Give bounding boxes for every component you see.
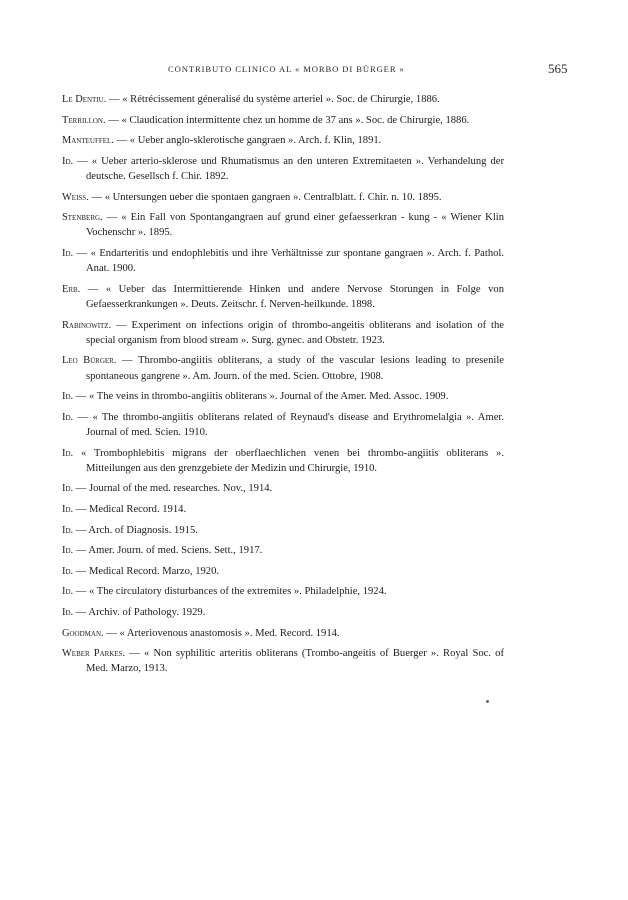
reference-author: Id. [62,155,74,167]
reference-entry [62,605,504,620]
reference-entry [62,210,504,240]
reference-entry [62,502,504,517]
reference-entry [62,133,504,148]
reference-author: Weber Parkes. [62,648,126,660]
reference-author: Id. [62,545,74,557]
reference-author: Goodman. [62,627,104,639]
reference-entry [62,353,504,383]
reference-entry [62,113,504,128]
reference-entry [62,318,504,348]
reference-author: Id. [62,565,74,577]
reference-text: « Trombophlebitis migrans der oberflaechlichen venen bei thrombo-angiitis obliterans ». Mitteilungen aus den grenzgebiete der Medizin und Chirurgie, 1910. [73,447,504,474]
reference-author: Terrillon. [62,114,106,126]
reference-entry [62,282,504,312]
reference-text: — Archiv. of Pathology. 1929. [73,606,206,618]
reference-author: Erb. [62,283,81,295]
reference-list [62,92,504,682]
reference-text: — Experiment on infections origin of thrombo-angeitis obliterans and isolation of the special organism from blood stream ». Surg. gynec. and Obstetr. 1923. [86,319,504,346]
reference-entry [62,523,504,538]
reference-entry [62,543,504,558]
reference-entry [62,190,504,205]
reference-text: — Medical Record. Marzo, 1920. [73,565,220,577]
reference-text: — « Endarteritis und endophlebitis und ihre Verhältnisse zur spontane gangraen ». Arch. f. Pathol. Anat. 1900. [73,247,504,275]
reference-author: Id. [62,447,74,459]
page-header [0,62,628,82]
reference-text: — « Untersungen ueber die spontaen gangraen ». Centralblatt. f. Chir. n. 10. 1895. [88,191,442,203]
reference-text: — Amer. Journ. of med. Sciens. Sett., 1917. [73,545,263,557]
reference-author: Stenberg. [62,212,103,224]
reference-entry [62,92,504,107]
reference-text: — « Non syphilitic arteritis obliterans (Trombo-angeitis of Buerger ». Royal Soc. of Med. Marzo, 1913. [86,648,504,675]
reference-author: Manteuffel. [62,135,114,147]
reference-text: — « The thrombo-angiitis obliterans related of Reynaud's disease and Erythromelalgia ». Amer. Journal of med. Scien. 1910. [73,411,504,438]
reference-text: — « Ueber das Intermittierende Hinken und andere Nervose Storungen in Folge von Gefaesserkrankungen ». Deuts. Zeitschr. f. Nerven-heilkunde. 1898. [80,283,504,310]
reference-entry [62,626,504,641]
reference-text: — « Rétrécissement géneralisé du système arteriel ». Soc. de Chirurgie, 1886. [106,94,440,105]
reference-author: Id. [62,586,74,598]
reference-author: Id. [62,391,74,403]
reference-author: Leo Bürger. [62,355,117,367]
reference-text: — « Ueber anglo-sklerotische gangraen ». Arch. f. Klin, 1891. [113,135,382,147]
running-title: CONTRIBUTO CLINICO AL « MORBO DI BÜRGER » [168,64,405,74]
reference-text: — « Arteriovenous anastomosis ». Med. Record. 1914. [103,627,340,639]
reference-text: — « The veins in thrombo-angiitis obliterans ». Journal of the Amer. Med. Assoc. 1909. [73,391,449,403]
reference-text: — Medical Record. 1914. [73,503,187,515]
reference-entry [62,410,504,440]
reference-text: — « Ueber arterio-sklerose und Rhumatismus an den unteren Extremitaeten ». Verhandelung der deutsche. Gesellsch f. Chir. 1892. [73,155,504,182]
reference-entry [62,154,504,184]
reference-text: — « Claudication intermittente chez un homme de 37 ans ». Soc. de Chirurgie, 1886. [105,114,470,126]
reference-entry [62,446,504,476]
reference-text: — Thrombo-angiitis obliterans, a study of the vascular lesions leading to presenile spontaneous gangrene ». Am. Journ. of the med. Scien. Ottobre, 1908. [86,355,505,382]
ink-dot [486,700,489,703]
reference-entry [62,246,504,276]
reference-author: Le Dentiu. [62,94,107,105]
reference-author: Rabinowitz. [62,319,112,331]
page-number: 565 [548,61,568,76]
reference-author: Id. [62,503,74,515]
reference-entry [62,389,504,404]
reference-author: Weiss. [62,191,89,203]
reference-text: — Arch. of Diagnosis. 1915. [73,524,198,536]
reference-text: — « The circulatory disturbances of the extremites ». Philadelphie, 1924. [73,586,387,598]
reference-text: — « Ein Fall von Spontangangraen auf grund einer gefaesserkran - kung - « Wiener Klin Vochenschr ». 1895. [86,212,504,239]
reference-text: — Journal of the med. researches. Nov., 1914. [73,483,273,495]
reference-entry [62,646,504,676]
reference-author: Id. [62,524,74,536]
reference-entry [62,481,504,496]
reference-entry [62,564,504,579]
reference-author: Id. [62,411,74,423]
reference-author: Id. [62,483,74,495]
reference-author: Id. [62,606,74,618]
reference-author: Id. [62,247,74,259]
reference-entry [62,584,504,599]
